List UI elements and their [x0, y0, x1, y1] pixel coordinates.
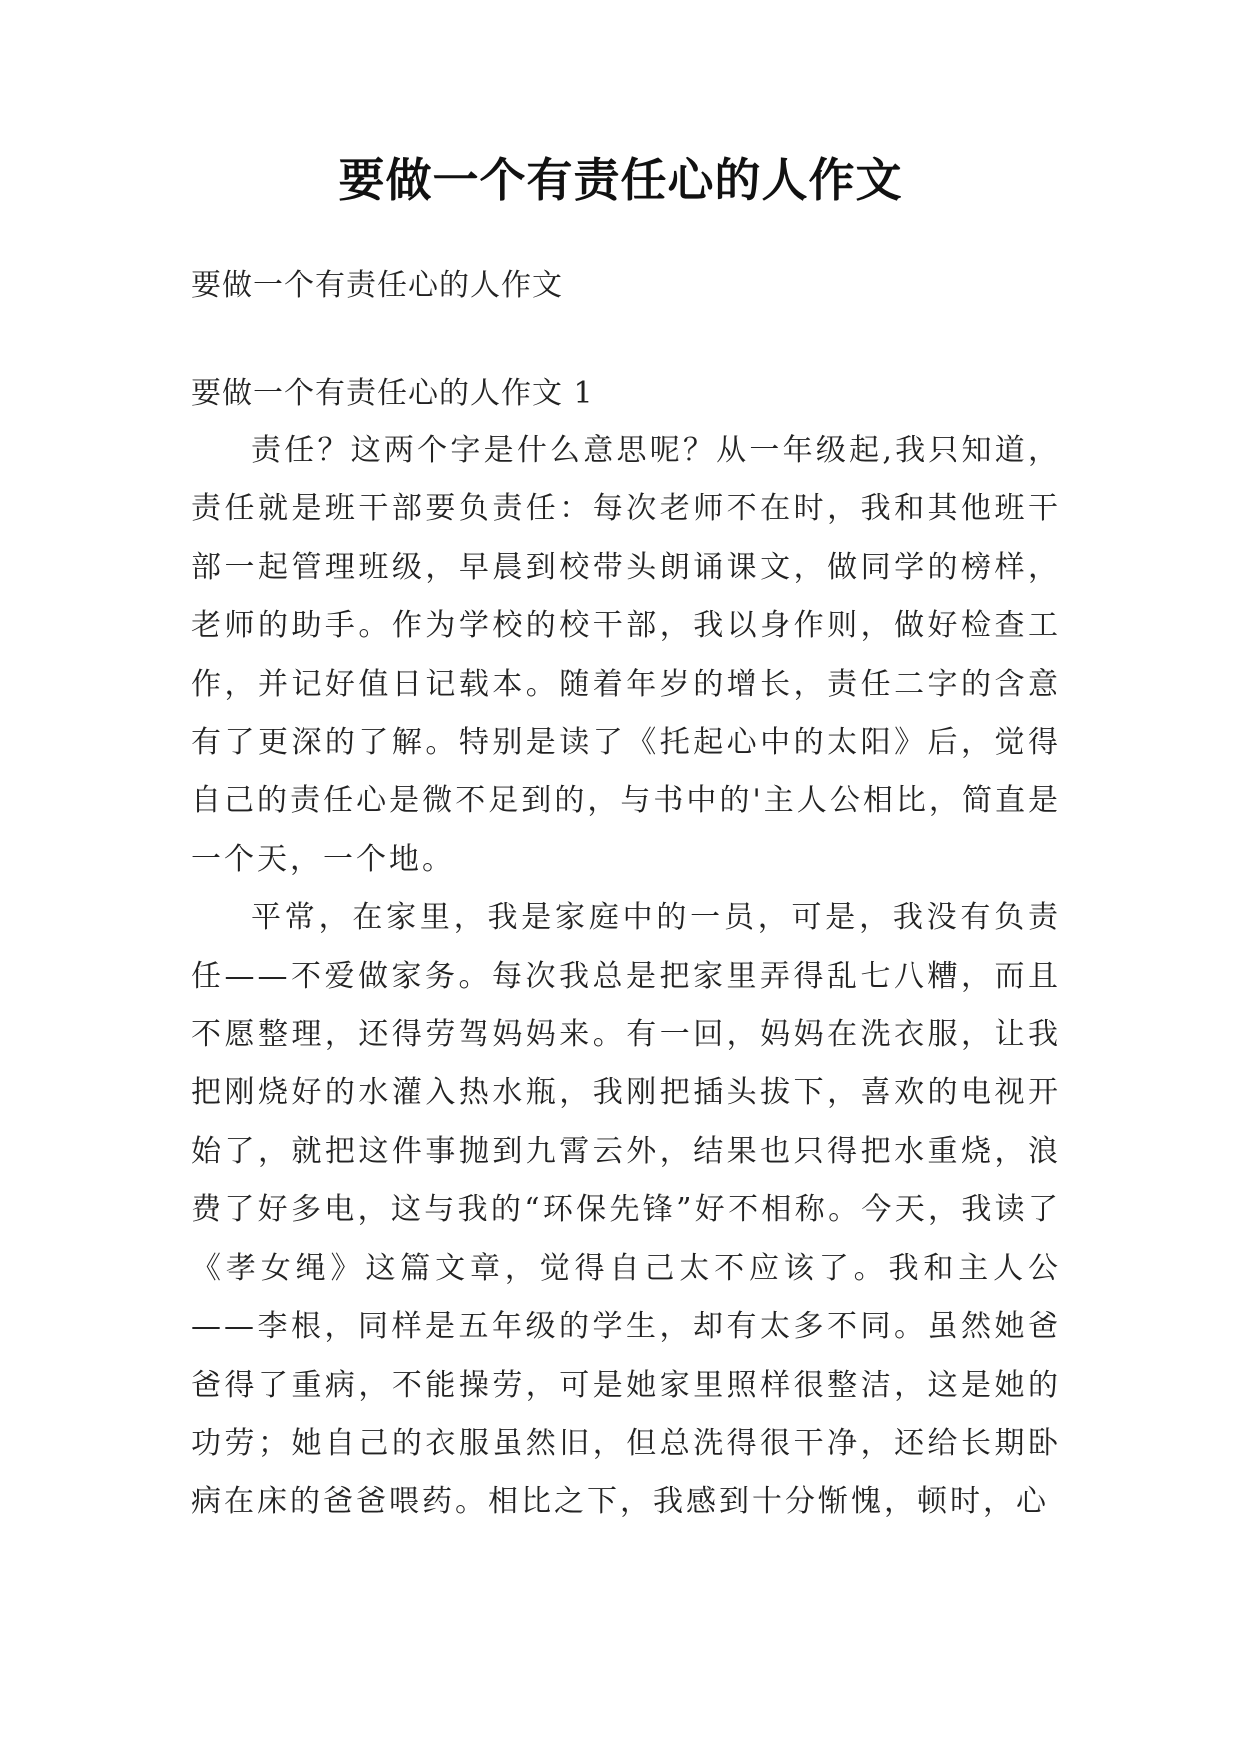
document-body	[191, 258, 1061, 1532]
paragraph-1: 责任？这两个字是什么意思呢？从一年级起,我只知道，责任就是班干部要负责任：每次老师不在时，我和其他班干部一起管理班级，早晨到校带头朗诵课文，做同学的榜样，老师的助手。作为学校的校干部，我以身作则，做好检查工作，并记好值日记载本。随着年岁的增长，责任二字的含意有了更深的了解。特别是读了《托起心中的太阳》后，觉得自己的责任心是微不足到的，与书中的'主人公相比，简直是一个天，一个地。	[191, 433, 1061, 877]
document-title: 要做一个有责任心的人作文	[338, 153, 903, 207]
paragraph-2: 平常，在家里，我是家庭中的一员，可是，我没有负责任——不爱做家务。每次我总是把家里弄得乱七八糟，而且不愿整理，还得劳驾妈妈来。有一回，妈妈在洗衣服，让我把刚烧好的水灌入热水瓶，我刚把插头拔下，喜欢的电视开始了，就把这件事抛到九霄云外，结果也只得把水重烧，浪费了好多电，这与我的“环保先锋”好不相称。今天，我读了《孝女绳》这篇文章，觉得自己太不应该了。我和主人公——李根，同样是五年级的学生，却有太多不同。虽然她爸爸得了重病，不能操劳，可是她家里照样很整洁，这是她的功劳；她自己的衣服虽然旧，但总洗得很干净，还给长期卧病在床的爸爸喂药。相比之下，我感到十分惭愧，顿时，心	[191, 900, 1061, 1520]
section-heading: 要做一个有责任心的人作文 1	[191, 376, 594, 411]
document-subtitle: 要做一个有责任心的人作文	[191, 268, 563, 303]
